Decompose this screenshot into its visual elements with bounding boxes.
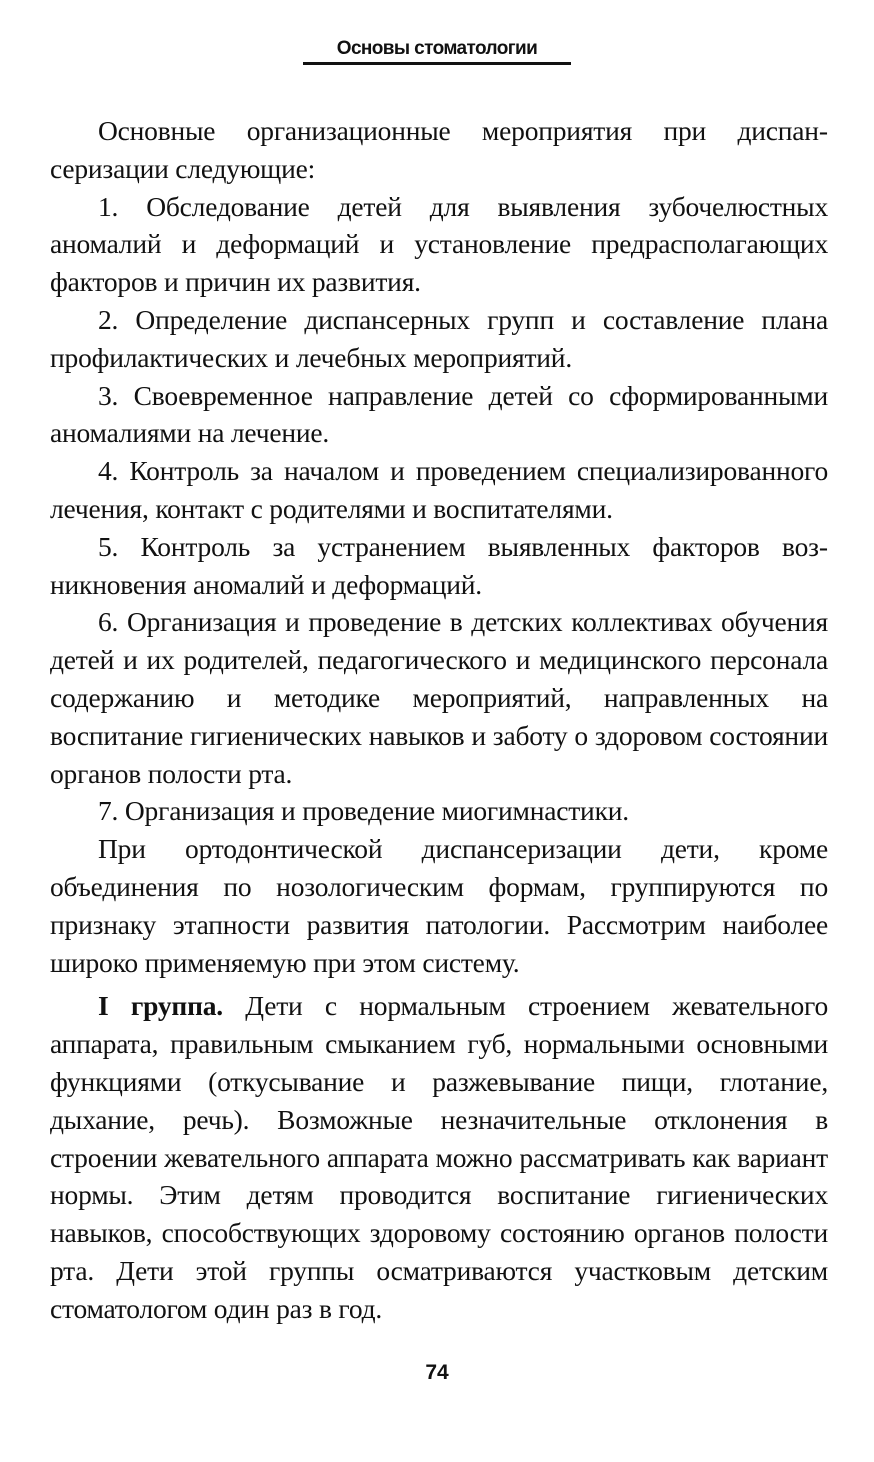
group-1-paragraph bbox=[50, 987, 828, 1327]
list-item-6: 6. Организация и проведение в детских коллективах обучения детей и их родителей, педагогического и медицинского персонала содержанию и методике мероприятий, направленных на воспитание гигиенических навыков и заботу о здоровом состоянии органов полости рта. bbox=[50, 606, 828, 789]
list-item-7: 7. Организация и проведение миогимнастики. bbox=[98, 795, 629, 827]
intro-paragraph: Основные организационные мероприятия при диспансеризации следующие: bbox=[50, 115, 828, 184]
group-1-label: I группа. bbox=[98, 990, 223, 1022]
list-item-4: 4. Контроль за началом и проведением специализированного лечения, контакт с родителями и воспитателями. bbox=[50, 455, 828, 524]
list-item-2: 2. Определение диспансерных групп и составление плана профилактических и лечебных мероприятий. bbox=[50, 303, 828, 373]
running-title: Основы стоматологии bbox=[336, 38, 538, 59]
header-rule bbox=[303, 62, 571, 65]
list-item-3: 3. Своевременное направление детей со сформированными аномалиями на лечение. bbox=[50, 379, 828, 449]
list-item-1: 1. Обследование детей для выявления зубочелюстных аномалий и деформаций и установление предрасполагающих факторов и причин их развития. bbox=[50, 190, 828, 298]
page-body bbox=[50, 112, 828, 1328]
list-item-5: 5. Контроль за устранением выявленных факторов возникновения аномалий и деформаций. bbox=[50, 530, 828, 600]
group-1-text: Дети с нормальным строением жевательного аппарата, правильным смыканием губ, нормальными основными функциями (откусывание и разжевывание пищи, глотание, дыхание, речь). Возможные незначительные отклонения в строении жевательного аппарата можно рассматривать как вариант нормы. Этим детям проводится воспитание гигиенических навыков, способствующих здоровому состоянию органов полости рта. Дети этой группы осматриваются участковым детским стоматологом один раз в год. bbox=[50, 990, 829, 1324]
ortho-paragraph: При ортодонтической диспансеризации дети, кроме объединения по нозологическим формам, группируются по признаку этапности развития патологии. Рассмотрим наиболее широко применяемую при этом систему. bbox=[50, 833, 828, 978]
page-number: 74 bbox=[425, 1361, 449, 1384]
